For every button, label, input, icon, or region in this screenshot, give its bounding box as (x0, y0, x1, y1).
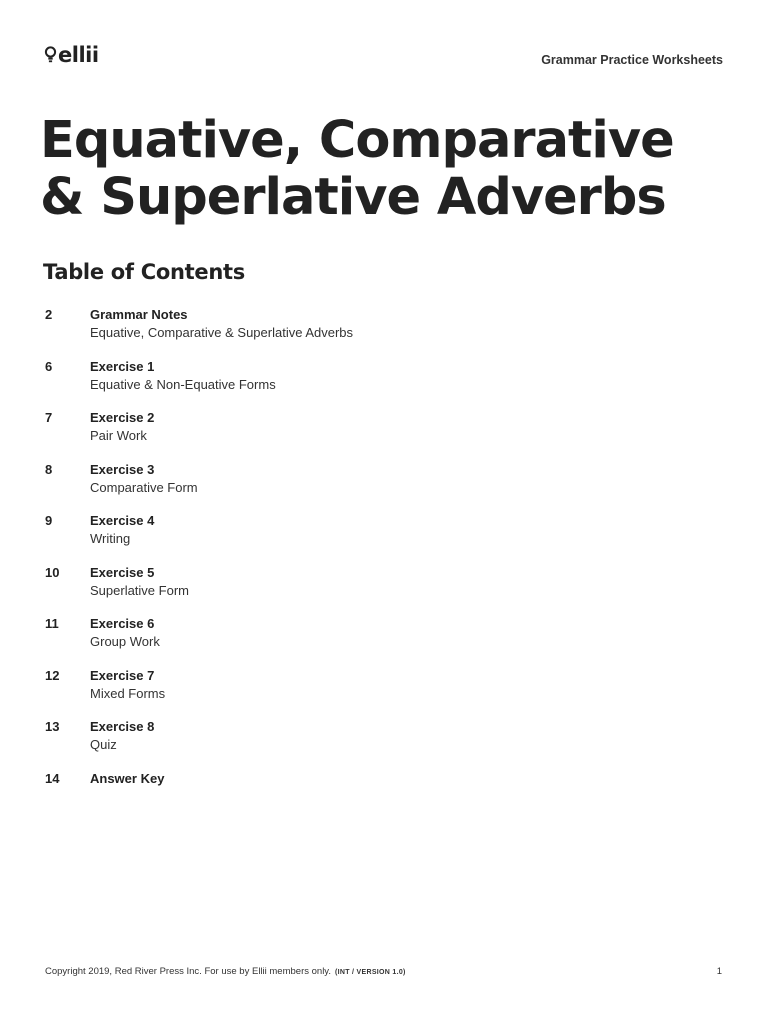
page-title-line-1: Equative, Comparative (40, 111, 674, 170)
toc-item-title: Grammar Notes (90, 307, 188, 322)
series-title: Grammar Practice Worksheets (541, 53, 723, 67)
page-number: 1 (716, 966, 722, 977)
toc-item-exercise-3[interactable] (45, 461, 645, 513)
toc-item-exercise-1[interactable] (45, 358, 645, 410)
toc-page-number: 13 (45, 719, 60, 734)
toc-item-title: Exercise 8 (90, 719, 155, 734)
version-label: (INT / VERSION 1.0) (335, 969, 406, 976)
toc-item-exercise-8[interactable] (45, 718, 645, 770)
toc-item-title: Exercise 7 (90, 667, 155, 683)
copyright-notice (45, 966, 406, 977)
toc-page-number: 12 (45, 667, 60, 683)
lightbulb-icon (44, 45, 57, 65)
toc-item-exercise-2[interactable] (45, 409, 645, 461)
toc-item-subtitle: Equative & Non-Equative Forms (90, 376, 276, 392)
toc-item-subtitle: Quiz (90, 737, 117, 752)
toc-item-subtitle: Group Work (90, 634, 160, 649)
page-title (40, 112, 674, 226)
ellii-logo (44, 42, 99, 68)
toc-item-exercise-5[interactable] (45, 564, 645, 616)
toc-item-subtitle: Mixed Forms (90, 685, 166, 701)
toc-item-title: Exercise 3 (90, 461, 155, 477)
copyright-text: Copyright 2019, Red River Press Inc. For use by Ellii members only. (45, 966, 331, 977)
toc-item-subtitle: Writing (90, 531, 131, 546)
toc-item-title: Answer Key (90, 770, 165, 786)
toc-page-number: 11 (45, 616, 59, 631)
toc-item-title: Exercise 2 (90, 410, 155, 425)
toc-item-subtitle: Comparative Form (90, 479, 198, 495)
toc-page-number: 2 (45, 307, 53, 322)
logo-text: ellii (58, 43, 99, 67)
toc-heading: Table of Contents (43, 260, 245, 284)
toc-page-number: 14 (45, 770, 60, 786)
toc-item-subtitle: Equative, Comparative & Superlative Adverbs (90, 325, 354, 340)
toc-item-answer-key[interactable] (45, 770, 645, 822)
page-title-line-2: & Superlative Adverbs (40, 168, 666, 227)
toc-page-number: 8 (45, 461, 53, 477)
toc-item-title: Exercise 4 (90, 513, 155, 528)
toc-item-title: Exercise 1 (90, 358, 155, 374)
toc-item-title: Exercise 6 (90, 616, 155, 631)
toc-item-grammar-notes[interactable] (45, 306, 645, 358)
toc-item-subtitle: Pair Work (90, 428, 147, 443)
toc-item-exercise-4[interactable] (45, 512, 645, 564)
toc-item-exercise-6[interactable] (45, 615, 645, 667)
toc-item-exercise-7[interactable] (45, 667, 645, 719)
table-of-contents (45, 306, 645, 821)
toc-page-number: 7 (45, 410, 53, 425)
toc-item-title: Exercise 5 (90, 564, 155, 580)
toc-page-number: 9 (45, 513, 53, 528)
toc-page-number: 10 (45, 564, 60, 580)
page-header (44, 42, 723, 72)
toc-item-subtitle: Superlative Form (90, 582, 189, 598)
toc-page-number: 6 (45, 358, 53, 374)
